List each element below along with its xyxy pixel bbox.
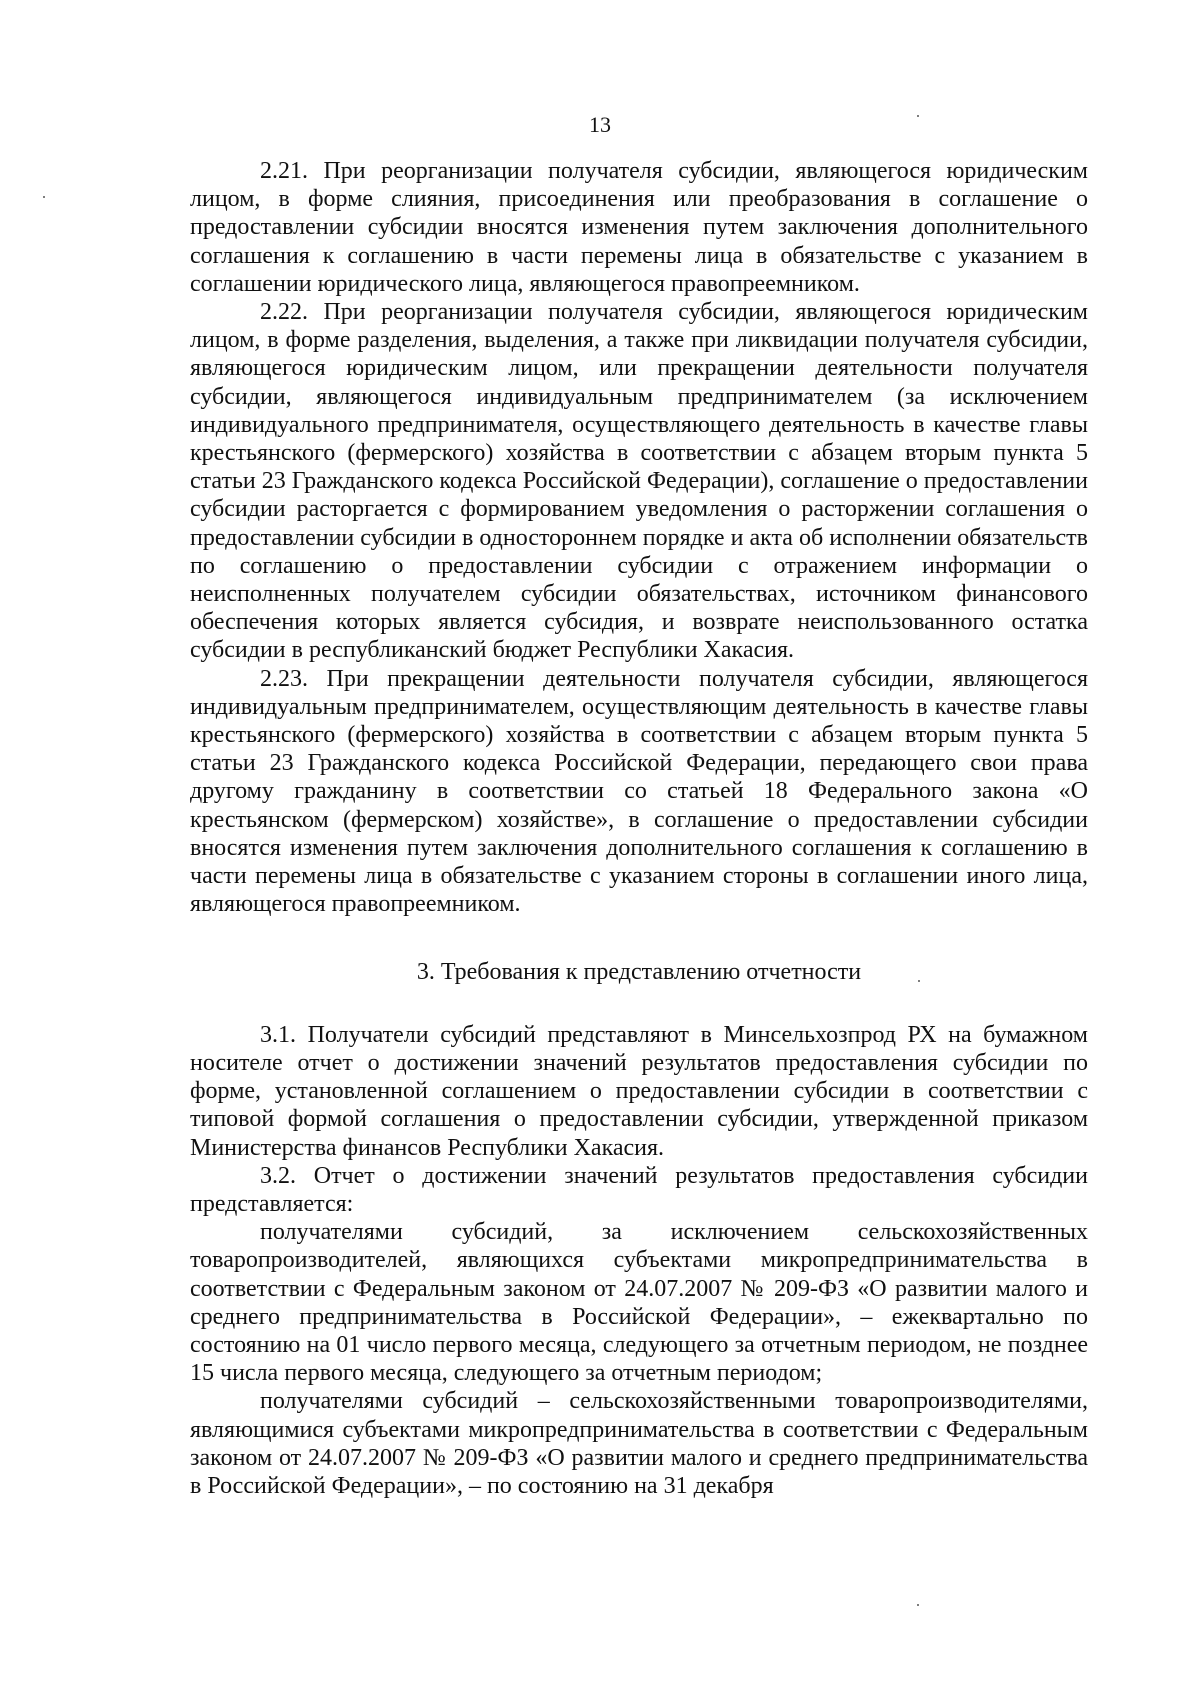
document-body: [190, 157, 1088, 1500]
scan-speck: [43, 196, 45, 198]
scan-speck: [917, 1604, 919, 1606]
paragraph-2-21: 2.21. При реорганизации получателя субсидии, являющегося юридическим лицом, в форме слияния, присоединения или преобразования в соглашение о предоставлении субсидии вносятся изменения путем заключения дополнительного соглашения к соглашению в части перемены лица в обязательстве с указанием в соглашении юридического лица, являющегося правопреемником.: [190, 158, 1088, 297]
page-number: 13: [589, 112, 611, 137]
paragraph-2-22: 2.22. При реорганизации получателя субсидии, являющегося юридическим лицом, в форме разделения, выделения, а также при ликвидации получателя субсидии, являющегося юридическим лицом, или прекращении деятельности получателя субсидии, являющегося индивидуальным предпринимателем (за исключением индивидуального предпринимателя, осуществляющего деятельность в качестве главы крестьянского (фермерского) хозяйства в соответствии с абзацем вторым пункта 5 статьи 23 Гражданского кодекса Российской Федерации), соглашение о предоставлении субсидии расторгается с формированием уведомления о расторжении соглашения о предоставлении субсидии в одностороннем порядке и акта об исполнении обязательств по соглашению о предоставлении субсидии с отражением информации о неисполненных получателем субсидии обязательствах, источником финансового обеспечения которых является субсидия, и возврате неиспользованного остатка субсидии в республиканский бюджет Республики Хакасия.: [190, 299, 1088, 664]
paragraph-2-23: 2.23. При прекращении деятельности получателя субсидии, являющегося индивидуальным предпринимателем, осуществляющим деятельность в качестве главы крестьянского (фермерского) хозяйства в соответствии с абзацем вторым пункта 5 статьи 23 Гражданского кодекса Российской Федерации, передающего свои права другому гражданину в соответствии со статьей 18 Федерального закона «О крестьянском (фермерском) хозяйстве», в соглашение о предоставлении субсидии вносятся изменения путем заключения дополнительного соглашения к соглашению в части перемены лица в обязательстве с указанием стороны в соглашении иного лица, являющегося правопреемником.: [190, 665, 1088, 918]
scan-speck: [918, 980, 920, 982]
paragraph-3-2-item-1: получателями субсидий, за исключением сельскохозяйственных товаропроизводителей, являющихся субъектами микропредпринимательства в соответствии с Федеральным законом от 24.07.2007 № 209-ФЗ «О развитии малого и среднего предпринимательства в Российской Федерации», – ежеквартально по состоянию на 01 число первого месяца, следующего за отчетным периодом, не позднее 15 числа первого месяца, следующего за отчетным периодом;: [190, 1219, 1088, 1387]
paragraph-3-1: 3.1. Получатели субсидий представляют в Минсельхозпрод РХ на бумажном носителе отчет о достижении значений результатов предоставления субсидии по форме, установленной соглашением о предоставлении субсидии в соответствии с типовой формой соглашения о предоставлении субсидии, утвержденной приказом Министерства финансов Республики Хакасия.: [190, 1021, 1088, 1161]
paragraph-3-2: 3.2. Отчет о достижении значений результатов предоставления субсидии представляется:: [190, 1162, 1088, 1217]
paragraph-3-2-item-2: получателями субсидий – сельскохозяйственными товаропроизводителями, являющимися субъектами микропредпринимательства в соответствии с Федеральным законом от 24.07.2007 № 209-ФЗ «О развитии малого и среднего предпринимательства в Российской Федерации», – по состоянию на 31 декабря: [190, 1388, 1088, 1499]
scan-speck: [917, 115, 919, 117]
section-title: 3. Требования к представлению отчетности: [416, 959, 862, 986]
